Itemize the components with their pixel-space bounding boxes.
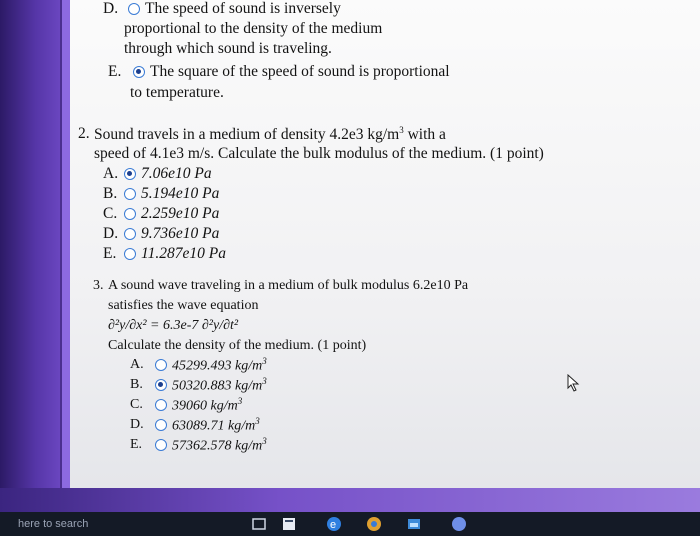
option-letter: D. <box>130 417 144 432</box>
radio-q3-c[interactable] <box>155 399 167 411</box>
option-letter: C. <box>103 205 118 222</box>
option-letter: C. <box>130 397 143 412</box>
taskbar <box>0 512 700 536</box>
edge-browser-icon[interactable] <box>325 515 343 533</box>
option-value: 9.736e10 Pa <box>141 225 220 242</box>
option-letter: E. <box>108 63 122 80</box>
question-number: 3. <box>93 278 104 293</box>
option-text: through which sound is traveling. <box>124 40 332 57</box>
option-value: 63089.71 $kg/m^3$ <box>172 416 260 434</box>
app-circle-icon[interactable] <box>450 515 468 533</box>
option-value: 2.259e10 Pa <box>141 205 220 222</box>
option-letter: B. <box>130 377 143 392</box>
radio-q3-d[interactable] <box>155 419 167 431</box>
option-value: 50320.883 $kg/m^3$ <box>172 376 267 394</box>
svg-text:e: e <box>330 519 337 531</box>
option-value: 11.287e10 Pa <box>141 245 226 262</box>
photos-icon[interactable] <box>405 515 423 533</box>
option-value: 39060 $kg/m^3$ <box>172 396 243 414</box>
option-value: 5.194e10 Pa <box>141 185 220 202</box>
left-sidebar <box>0 0 60 536</box>
option-letter: A. <box>130 357 144 372</box>
question-number: 2. <box>78 125 90 142</box>
radio-q3-a[interactable] <box>155 359 167 371</box>
radio-q3-b[interactable] <box>155 379 167 391</box>
radio-q2-d[interactable] <box>124 228 136 240</box>
question-stem: Calculate the density of the medium. (1 point) <box>108 338 367 353</box>
question-stem: speed of 4.1e3 m/s. Calculate the bulk modulus of the medium. (1 point) <box>94 145 544 162</box>
question-stem: satisfies the wave equation <box>108 298 259 313</box>
option-letter: A. <box>103 165 119 182</box>
option-letter: B. <box>103 185 118 202</box>
option-value: 45299.493 $kg/m^3$ <box>172 356 267 374</box>
radio-q3-e[interactable] <box>155 439 167 451</box>
option-value: 57362.578 $kg/m^3$ <box>172 436 267 454</box>
wave-equation: ∂²y/∂x² = 6.3e-7 ∂²y/∂t² <box>108 318 239 333</box>
option-letter: E. <box>130 437 143 452</box>
option-text: to temperature. <box>130 84 224 101</box>
radio-q2-c[interactable] <box>124 208 136 220</box>
option-letter: E. <box>103 245 117 262</box>
app-icon[interactable] <box>280 515 298 533</box>
question-stem: A sound wave traveling in a medium of bulk modulus 6.2e10 Pa <box>108 278 469 293</box>
chrome-icon[interactable] <box>365 515 383 533</box>
sidebar-accent <box>62 0 70 536</box>
option-letter: D. <box>103 0 119 17</box>
taskbar-search-input[interactable]: here to search <box>18 518 89 530</box>
desktop-band <box>0 488 700 512</box>
radio-q2-b[interactable] <box>124 188 136 200</box>
radio-q1-d[interactable] <box>128 3 140 15</box>
task-view-icon[interactable] <box>250 515 268 533</box>
option-letter: D. <box>103 225 119 242</box>
option-text: proportional to the density of the medium <box>124 20 383 37</box>
radio-q1-e[interactable] <box>133 66 145 78</box>
option-text: The speed of sound is inversely <box>145 0 341 17</box>
radio-q2-e[interactable] <box>124 248 136 260</box>
option-text: The square of the speed of sound is proportional <box>150 63 450 80</box>
question-stem: Sound travels in a medium of density 4.2e3 $kg/m^3$ with a <box>94 125 446 144</box>
radio-q2-a[interactable] <box>124 168 136 180</box>
mouse-cursor-icon <box>566 374 580 392</box>
option-value: 7.06e10 Pa <box>141 165 212 182</box>
